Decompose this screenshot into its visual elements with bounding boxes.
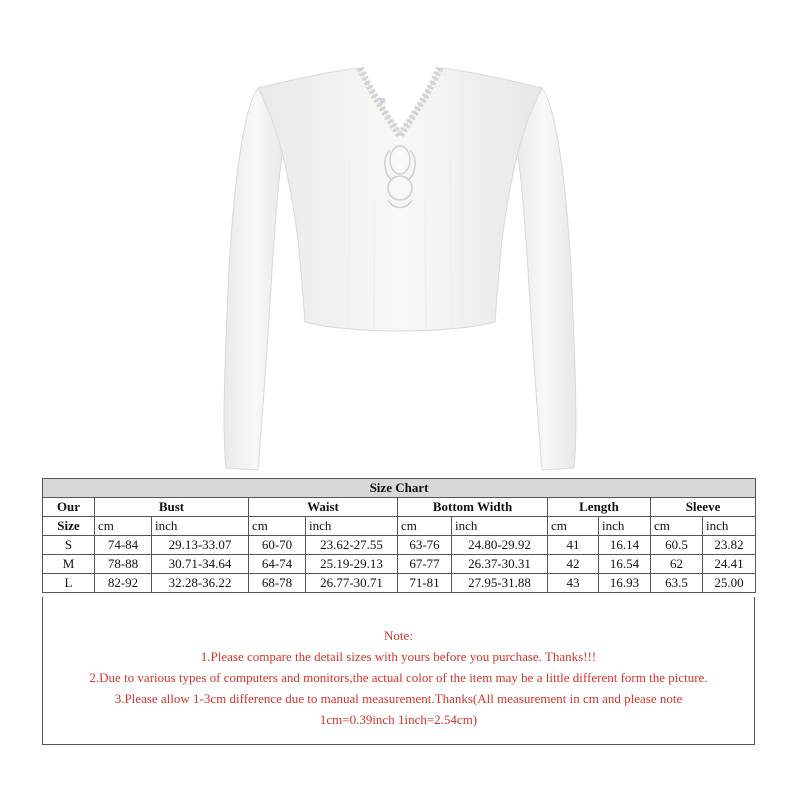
- table-cell: 23.62-27.55: [306, 536, 398, 555]
- size-cell: L: [43, 574, 95, 593]
- table-cell: 43: [548, 574, 599, 593]
- table-cell: 60-70: [249, 536, 306, 555]
- size-chart-table: [42, 478, 756, 593]
- unit-cm: cm: [398, 517, 452, 536]
- left-sleeve: [224, 88, 286, 470]
- unit-cm: cm: [548, 517, 599, 536]
- table-cell: 32.28-36.22: [152, 574, 249, 593]
- table-cell: 41: [548, 536, 599, 555]
- table-cell: 62: [651, 555, 703, 574]
- table-cell: 24.80-29.92: [452, 536, 548, 555]
- size-tag: [380, 98, 385, 103]
- table-cell: 71-81: [398, 574, 452, 593]
- size-cell: M: [43, 555, 95, 574]
- unit-inch: inch: [452, 517, 548, 536]
- table-cell: 78-88: [95, 555, 152, 574]
- table-cell: 16.14: [599, 536, 651, 555]
- table-cell: 64-74: [249, 555, 306, 574]
- unit-cm: cm: [95, 517, 152, 536]
- table-cell: 26.37-30.31: [452, 555, 548, 574]
- waist-header: Waist: [249, 498, 398, 517]
- table-cell: 68-78: [249, 574, 306, 593]
- size-chart-title: Size Chart: [43, 479, 756, 498]
- table-cell: 25.00: [703, 574, 756, 593]
- table-cell: 16.54: [599, 555, 651, 574]
- table-cell: 24.41: [703, 555, 756, 574]
- unit-inch: inch: [306, 517, 398, 536]
- bust-header: Bust: [95, 498, 249, 517]
- table-cell: 27.95-31.88: [452, 574, 548, 593]
- notes-box: [42, 597, 755, 745]
- unit-inch: inch: [703, 517, 756, 536]
- table-cell: 30.71-34.64: [152, 555, 249, 574]
- table-cell: 16.93: [599, 574, 651, 593]
- note-line-4: 1cm=0.39inch 1inch=2.54cm): [319, 712, 478, 727]
- table-cell: 63.5: [651, 574, 703, 593]
- unit-cm: cm: [249, 517, 306, 536]
- note-line-1: 1.Please compare the detail sizes with yours before you purchase. Thanks!!!: [200, 649, 597, 664]
- table-cell: 29.13-33.07: [152, 536, 249, 555]
- table-cell: 25.19-29.13: [306, 555, 398, 574]
- note-line-3: 3.Please allow 1-3cm difference due to manual measurement.Thanks(All measurement in cm and please note: [114, 691, 683, 706]
- note-heading: Note:: [384, 628, 413, 643]
- right-sleeve: [514, 88, 576, 470]
- table-cell: 60.5: [651, 536, 703, 555]
- unit-inch: inch: [599, 517, 651, 536]
- unit-inch: inch: [152, 517, 249, 536]
- table-cell: 63-76: [398, 536, 452, 555]
- table-cell: 26.77-30.71: [306, 574, 398, 593]
- sleeve-header: Sleeve: [651, 498, 756, 517]
- note-line-2: 2.Due to various types of computers and monitors,the actual color of the item may be a little different form the picture.: [89, 670, 708, 685]
- our-size-header-top: Our: [43, 498, 95, 517]
- bottom-width-header: Bottom Width: [398, 498, 548, 517]
- table-cell: 42: [548, 555, 599, 574]
- table-cell: 67-77: [398, 555, 452, 574]
- length-header: Length: [548, 498, 651, 517]
- table-row: [43, 574, 756, 593]
- unit-cm: cm: [651, 517, 703, 536]
- table-row: [43, 555, 756, 574]
- table-cell: 23.82: [703, 536, 756, 555]
- our-size-header-bottom: Size: [43, 517, 95, 536]
- table-cell: 82-92: [95, 574, 152, 593]
- table-cell: 74-84: [95, 536, 152, 555]
- table-row: [43, 536, 756, 555]
- product-photo: [150, 40, 650, 480]
- size-cell: S: [43, 536, 95, 555]
